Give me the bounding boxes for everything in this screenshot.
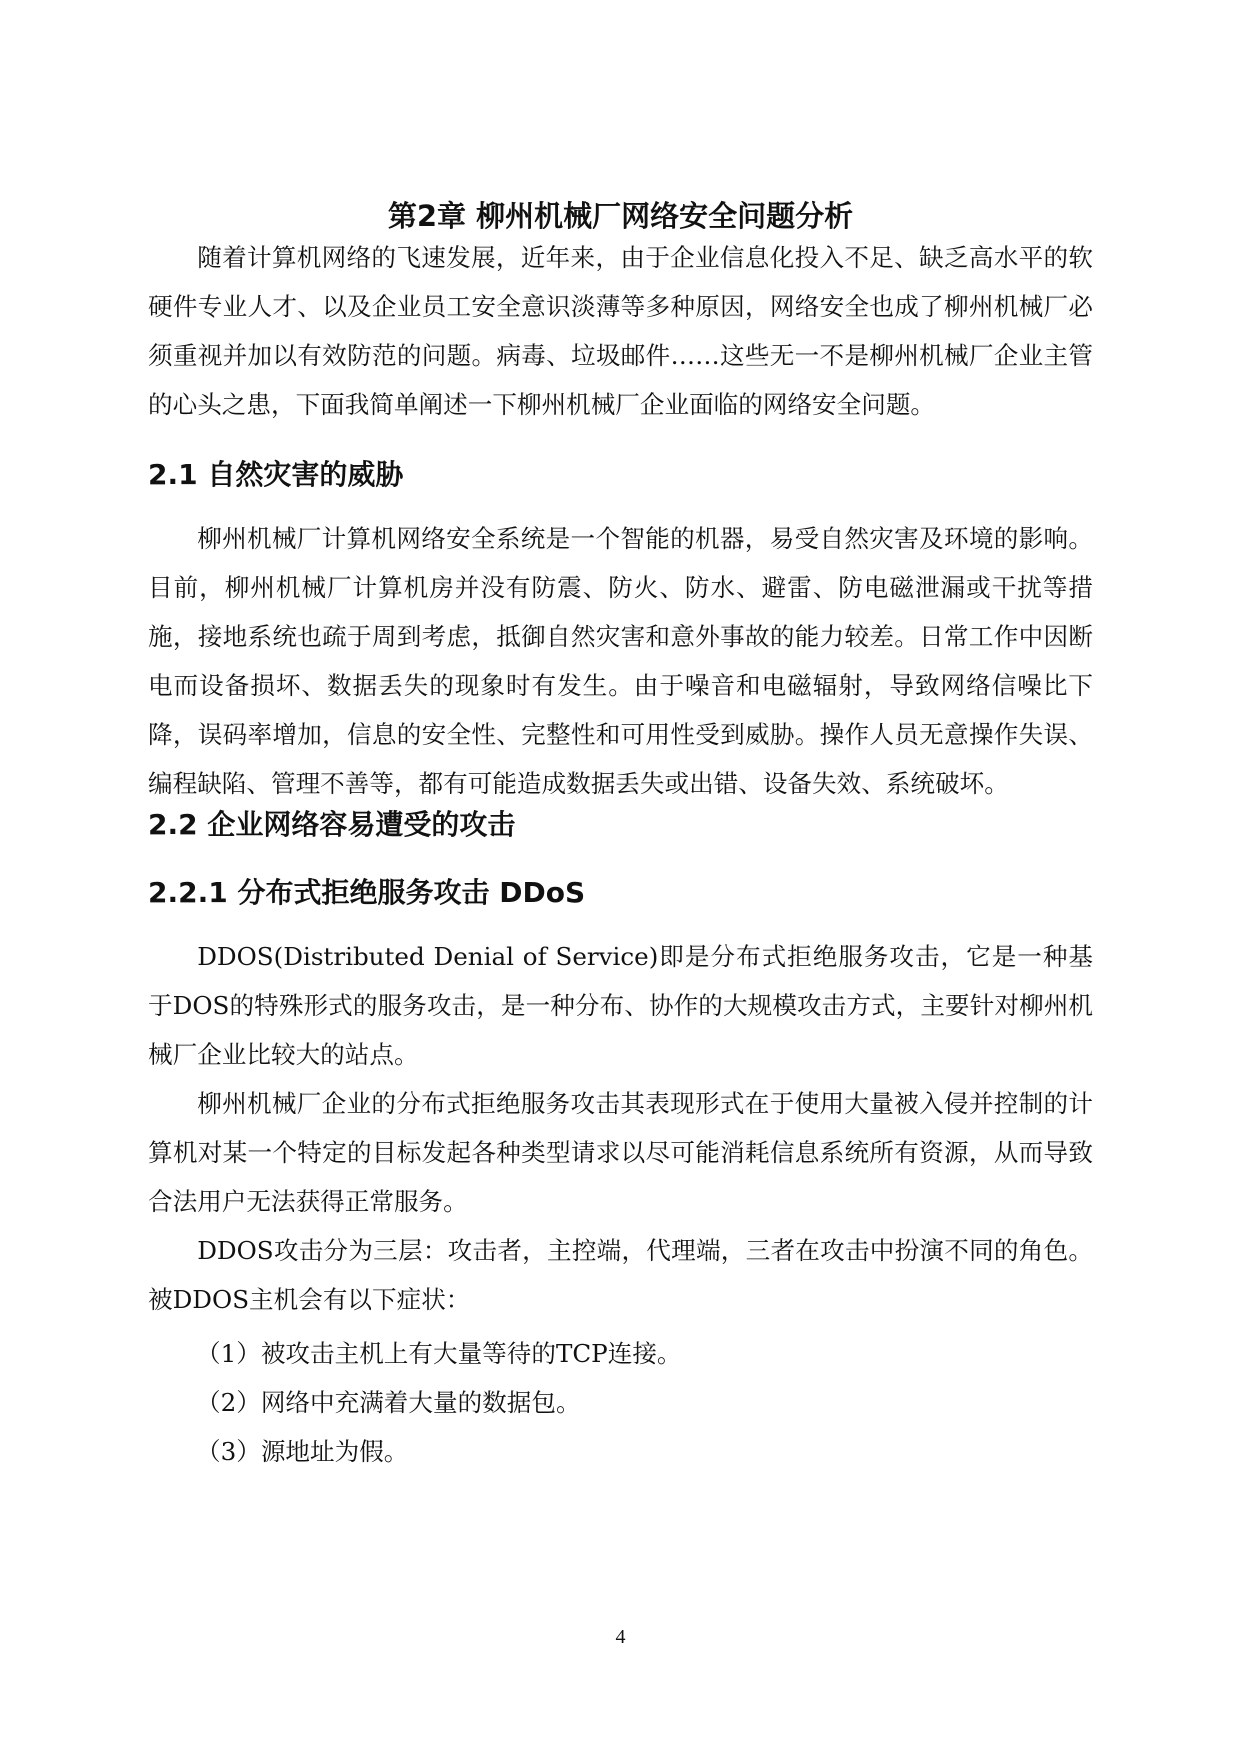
page-number: 4 xyxy=(615,1626,626,1648)
section-2-2-1-heading: 2.2.1 分布式拒绝服务攻击 DDoS xyxy=(148,876,586,909)
ddos-manifestation-paragraph: 柳州机械厂企业的分布式拒绝服务攻击其表现形式在于使用大量被入侵并控制的计算机对某一个特定的目标发起各种类型请求以尽可能消耗信息系统所有资源，从而导致合法用户无法获得正常服务。 xyxy=(148,1089,1093,1216)
ddos-definition-paragraph: DDOS(Distributed Denial of Service)即是分布式拒绝服务攻击，它是一种基于DOS的特殊形式的服务攻击，是一种分布、协作的大规模攻击方式，主要针对柳州机械厂企业比较大的站点。 xyxy=(148,942,1093,1069)
chapter-title: 第2章 柳州机械厂网络安全问题分析 xyxy=(387,199,854,233)
section-2-1-heading: 2.1 自然灾害的威胁 xyxy=(148,458,404,491)
symptom-list-item: （2）网络中充满着大量的数据包。 xyxy=(196,1388,581,1417)
ddos-layers-paragraph: DDOS攻击分为三层：攻击者，主控端，代理端，三者在攻击中扮演不同的角色。被DDOS主机会有以下症状： xyxy=(148,1236,1093,1314)
section-2-1-paragraph: 柳州机械厂计算机网络安全系统是一个智能的机器，易受自然灾害及环境的影响。目前，柳州机械厂计算机房并没有防震、防火、防水、避雷、防电磁泄漏或干扰等措施，接地系统也疏于周到考虑，抵御自然灾害和意外事故的能力较差。日常工作中因断电而设备损坏、数据丢失的现象时有发生。由于噪音和电磁辐射，导致网络信噪比下降，误码率增加，信息的安全性、完整性和可用性受到威胁。操作人员无意操作失误、编程缺陷、管理不善等，都有可能造成数据丢失或出错、设备失效、系统破坏。 xyxy=(148,524,1093,798)
symptom-list-item: （1）被攻击主机上有大量等待的TCP连接。 xyxy=(196,1339,682,1368)
intro-paragraph: 随着计算机网络的飞速发展，近年来，由于企业信息化投入不足、缺乏高水平的软硬件专业人才、以及企业员工安全意识淡薄等多种原因，网络安全也成了柳州机械厂必须重视并加以有效防范的问题。病毒、垃圾邮件……这些无一不是柳州机械厂企业主管的心头之患，下面我简单阐述一下柳州机械厂企业面临的网络安全问题。 xyxy=(148,243,1093,419)
symptom-list-item: （3）源地址为假。 xyxy=(196,1437,409,1466)
section-2-2-heading: 2.2 企业网络容易遭受的攻击 xyxy=(148,808,516,841)
